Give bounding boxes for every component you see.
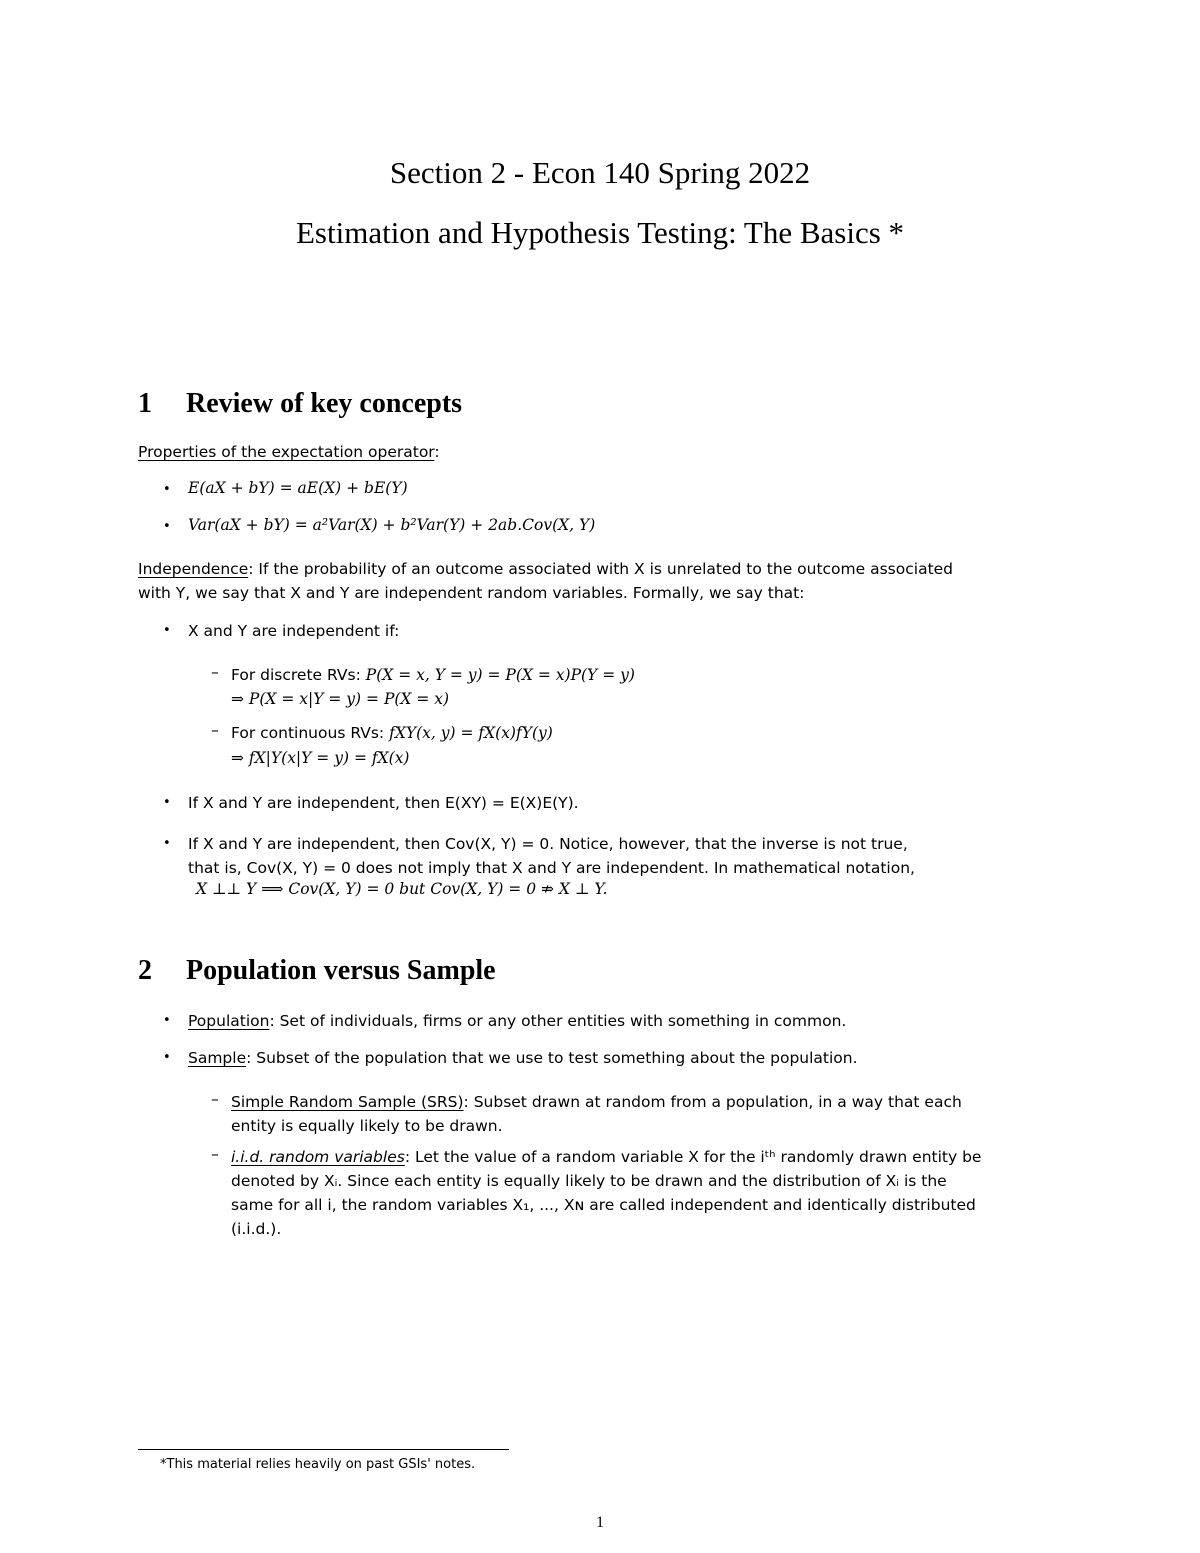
variance-formula: Var(aX + bY) = a²Var(X) + b²Var(Y) + 2ab.Cov(X, Y) [188, 516, 596, 534]
srs-item-line1: Simple Random Sample (SRS): Subset drawn at random from a population, in a way that each [231, 1093, 962, 1111]
bullet: • [163, 795, 171, 810]
bullet: • [163, 1013, 171, 1028]
footnote: *This material relies heavily on past GSIs' notes. [160, 1457, 476, 1472]
section-1-title: Review of key concepts [186, 388, 463, 419]
continuous-rv-item: For continuous RVs: fXY(x, y) = fX(x)fY(y) [231, 724, 553, 742]
iid-item-line1: i.i.d. random variables: Let the value of a random variable X for the iᵗʰ randomly drawn entity be [231, 1148, 982, 1166]
section-1-heading [138, 388, 462, 420]
independence-definition-item: X and Y are independent if: [188, 622, 400, 640]
bullet: • [163, 836, 171, 851]
independence-paragraph: Independence: If the probability of an outcome associated with X is unrelated to the outcome associated [138, 560, 954, 578]
iid-item-line3: same for all i, the random variables X₁, ..., Xɴ are called independent and identically distributed [231, 1196, 976, 1214]
sample-item: Sample: Subset of the population that we use to test something about the population. [188, 1049, 858, 1067]
dash-marker: – [211, 721, 219, 739]
document-title: Section 2 - Econ 140 Spring 2022 [389, 155, 811, 190]
bullet: • [163, 1050, 171, 1065]
discrete-conditional-formula: ⇒ P(X = x|Y = y) = P(X = x) [231, 690, 450, 708]
expectation-product-item: If X and Y are independent, then E(XY) = E(X)E(Y). [188, 794, 579, 812]
dash-marker: – [211, 1145, 219, 1163]
independence-paragraph-line2: with Y, we say that X and Y are independent random variables. Formally, we say that: [138, 584, 805, 602]
sample-label: Sample [188, 1049, 247, 1067]
section-2-title: Population versus Sample [186, 955, 496, 986]
independence-label: Independence [138, 560, 249, 578]
covariance-item-line1: If X and Y are independent, then Cov(X, Y) = 0. Notice, however, that the inverse is not true, [188, 835, 908, 853]
section-1-number: 1 [138, 388, 152, 419]
continuous-conditional-formula: ⇒ fX|Y(x|Y = y) = fX(x) [231, 749, 410, 767]
population-item: Population: Set of individuals, firms or any other entities with something in common. [188, 1012, 847, 1030]
document-subtitle: Estimation and Hypothesis Testing: The Basics * [295, 215, 905, 250]
covariance-item-line3: X ⊥⊥ Y ⟹ Cov(X, Y) = 0 but Cov(X, Y) = 0 ⇏ X ⊥ Y. [196, 880, 608, 898]
bullet: • [163, 482, 171, 497]
srs-item-line2: entity is equally likely to be drawn. [231, 1117, 503, 1135]
dash-marker: – [211, 1090, 219, 1108]
iid-item-line2: denoted by Xᵢ. Since each entity is equally likely to be drawn and the distribution of Xᵢ is the [231, 1172, 947, 1190]
iid-label: i.i.d. random variables [231, 1148, 405, 1166]
section-2-number: 2 [138, 955, 152, 986]
discrete-rv-item: For discrete RVs: P(X = x, Y = y) = P(X = x)P(Y = y) [231, 666, 635, 684]
page-number: 1 [596, 1514, 604, 1531]
iid-item-line4: (i.i.d.). [231, 1220, 282, 1238]
section-2-heading [138, 955, 496, 987]
dash-marker: – [211, 663, 219, 681]
discrete-joint-formula: P(X = x, Y = y) = P(X = x)P(Y = y) [365, 666, 635, 684]
footnote-rule [138, 1449, 509, 1450]
srs-label: Simple Random Sample (SRS) [231, 1093, 464, 1111]
population-label: Population [188, 1012, 270, 1030]
bullet: • [163, 623, 171, 638]
bullet: • [163, 519, 171, 534]
covariance-item-line2: that is, Cov(X, Y) = 0 does not imply that X and Y are independent. In mathematical notation, [188, 859, 915, 877]
continuous-joint-formula: fXY(x, y) = fX(x)fY(y) [389, 724, 553, 742]
expectation-properties-label: Properties of the expectation operator: [138, 443, 440, 461]
expectation-linearity-formula: E(aX + bY) = aE(X) + bE(Y) [188, 479, 408, 497]
